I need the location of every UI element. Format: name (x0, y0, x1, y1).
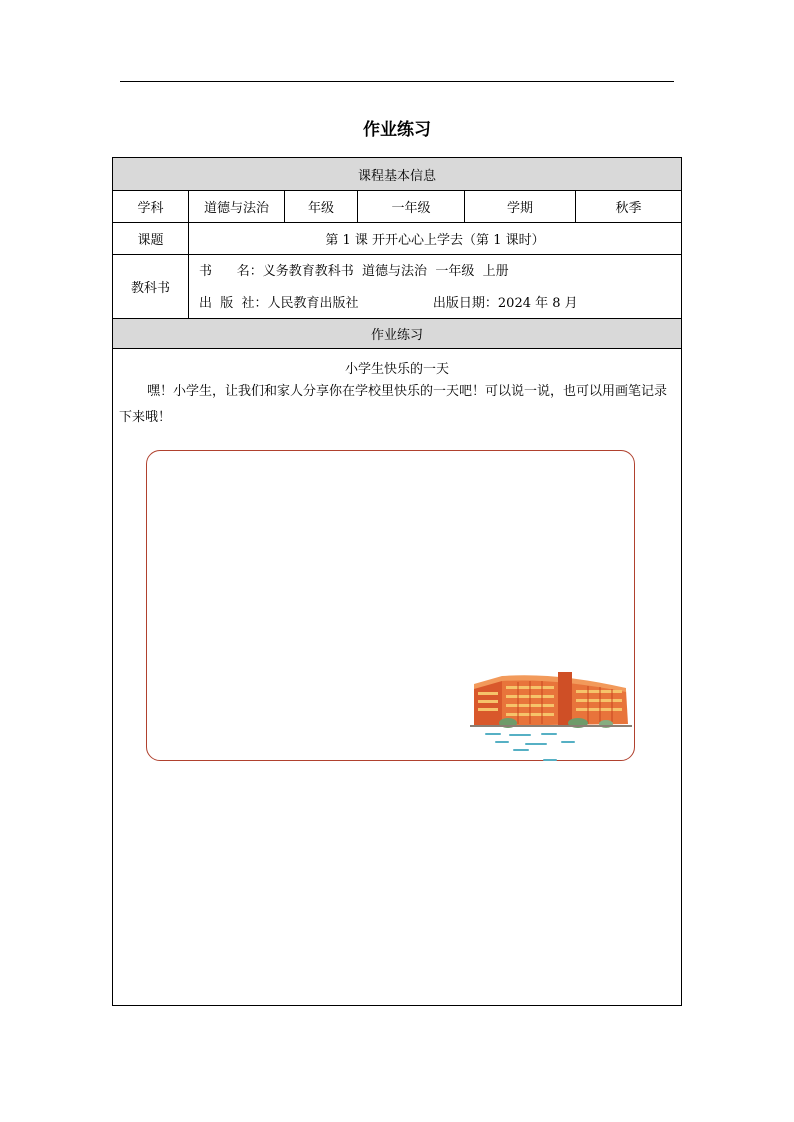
school-building-icon (466, 668, 634, 763)
term-value: 秋季 (615, 201, 642, 216)
homework-section-header (113, 319, 681, 349)
subject-row (113, 191, 681, 223)
grade-value: 一年级 (358, 191, 465, 222)
topic-label: 课题 (113, 223, 189, 254)
info-section-title: 课程基本信息 (357, 168, 436, 184)
info-section-header (113, 158, 681, 191)
book-name-line: 书 名：义务教育教科书 道德与法治 一年级 上册 (199, 264, 509, 279)
subject-label: 学科 (113, 191, 189, 222)
homework-instructions: 嘿！小学生，让我们和家人分享你在学校里快乐的一天吧！可以说一说，也可以用画笔记录下来哦！ (119, 384, 668, 425)
textbook-row (113, 255, 681, 319)
topic-value: 第 1 课 开开心心上学去（第 1 课时） (325, 233, 545, 248)
subject-value: 道德与法治 (189, 191, 285, 222)
textbook-label: 教科书 (113, 255, 189, 318)
term-label: 学期 (465, 191, 576, 222)
header-rule (120, 81, 674, 82)
homework-section-title: 作业练习 (370, 328, 423, 343)
page-title: 作业练习 (363, 120, 431, 140)
grade-label: 年级 (285, 191, 358, 222)
homework-subtitle: 小学生快乐的一天 (344, 362, 449, 377)
topic-row (113, 223, 681, 255)
publisher-line: 出 版 社：人民教育出版社 出版日期：2024 年 8 月 (199, 296, 578, 311)
